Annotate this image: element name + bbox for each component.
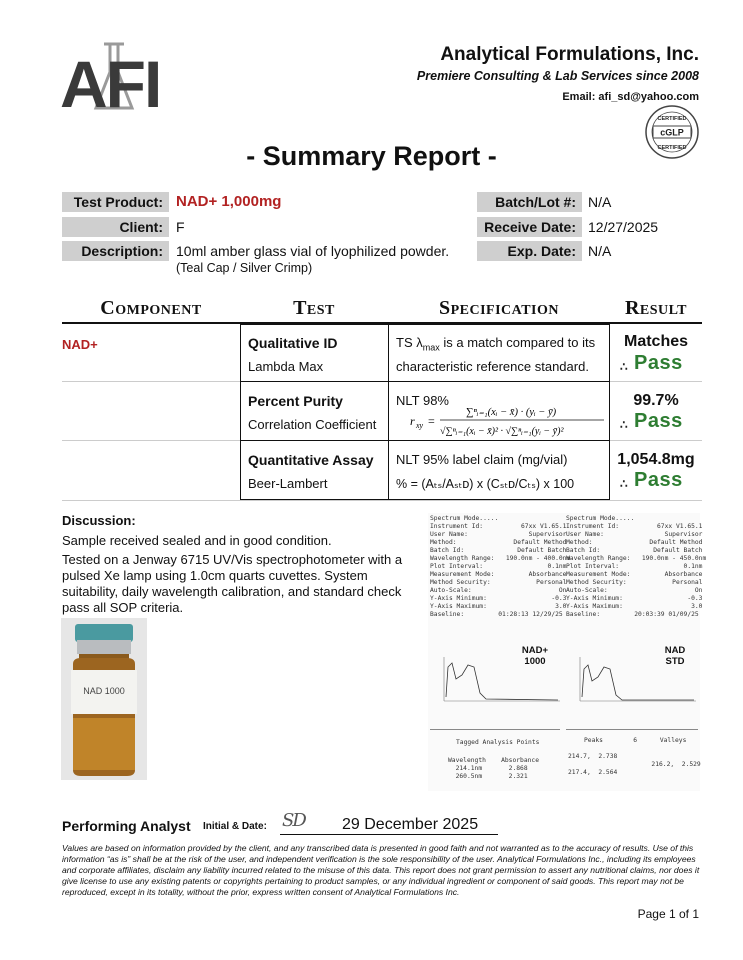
peaks-header: Peaks 6 Valleys — [584, 737, 687, 744]
row1-pass: Pass — [634, 352, 683, 374]
label-line: NAD+ — [521, 645, 549, 656]
vial-photo — [61, 618, 147, 780]
spec-text: is a match compared to its — [439, 335, 596, 350]
exp-date-value: N/A — [588, 243, 612, 259]
afi-logo — [60, 42, 180, 122]
row1-result: Matches — [623, 333, 689, 350]
report-title: - Summary Report - — [246, 141, 497, 171]
therefore-icon: ∴ — [620, 360, 628, 374]
spec-sub: max — [422, 342, 440, 353]
vial-label-text: NAD 1000 — [83, 686, 125, 696]
inner-rule — [240, 440, 610, 441]
svg-text:xy: xy — [416, 421, 424, 430]
col-header-test: Test — [293, 297, 335, 319]
page-number: Page 1 of 1 — [637, 907, 699, 921]
analyst-initials-signature: SD — [282, 810, 305, 831]
inner-rule — [240, 324, 610, 325]
spec-text: TS λ — [396, 335, 423, 350]
row-divider — [62, 500, 702, 501]
svg-text:√∑ⁿᵢ₌₁(xᵢ − x̄)² · √∑ⁿᵢ₌₁(yᵢ −: √∑ⁿᵢ₌₁(xᵢ − x̄)² · √∑ⁿᵢ₌₁(yᵢ − ȳ)² — [440, 426, 564, 437]
row1-test: Qualitative ID — [248, 335, 338, 351]
batch-label: Batch/Lot #: — [477, 192, 582, 212]
peaks-rows: 214.7, 2.738 216.2, 2.529 217.4, 2.564 — [568, 753, 701, 776]
analyst-date: 29 December 2025 — [342, 816, 479, 833]
seal-bottom-text: CERTIFIED — [657, 145, 687, 151]
disclaimer: Values are based on information provided by the client, and any transcribed data is presented in good faith and not warranted as to the accuracy of results. Use of this information “as is” shall be at the risk of the user, and independent verification is the sole responsibility of the user. Analytical Formulations Inc., including its employees and corporate affiliates, disclaim any liability incurred related to the misuse of this data. This report does not grant permission to assert any nutritional claims, nor does it give license to use any existing patents or copyrights pertaining to product samples, or any individual ingredient or component of said goods. This report may not be reproduced, except in its totality, without the prior, express written consent of Analytical Formulations Inc. — [62, 843, 700, 897]
left-spectrum-plot — [430, 655, 562, 707]
discussion-line1: Sample received sealed and in good condition. — [62, 533, 332, 548]
row3-method: Beer-Lambert — [248, 476, 328, 491]
client-value: F — [176, 219, 185, 235]
description-sub: (Teal Cap / Silver Crimp) — [176, 261, 313, 275]
test-product-value: NAD+ 1,000mg — [176, 193, 282, 210]
label-line: STD — [665, 656, 685, 667]
therefore-icon: ∴ — [620, 477, 628, 491]
col-header-specification: Specification — [438, 297, 560, 319]
spectra-printouts — [428, 513, 707, 791]
label-line: NAD — [664, 645, 686, 656]
company-tagline: Premiere Consulting & Lab Services since 2008 — [416, 69, 699, 83]
tagged-rows: Wavelength Absorbance 214.1nm 2.868 260.5nm 2.321 — [448, 757, 539, 780]
client-label: Client: — [62, 217, 169, 237]
row1-spec-line1 — [396, 335, 595, 353]
svg-text:=: = — [428, 414, 435, 428]
description-label: Description: — [62, 241, 169, 261]
col-header-component: Component — [100, 297, 202, 319]
row1-spec-line2: characteristic reference standard. — [396, 359, 589, 374]
col-header-result: Result — [624, 297, 688, 319]
right-spectrum-plot — [566, 655, 698, 707]
vial-illustration — [61, 618, 147, 780]
signature-line — [280, 834, 498, 835]
row2-pass: Pass — [634, 410, 683, 432]
company-email: Email: afi_sd@yahoo.com — [562, 91, 699, 103]
row2-method: Correlation Coefficient — [248, 417, 377, 432]
analyst-label: Performing Analyst — [62, 818, 191, 834]
row2-spec-line1: NLT 98% — [396, 393, 449, 408]
company-name: Analytical Formulations, Inc. — [440, 44, 699, 65]
inner-rule — [240, 381, 610, 382]
row3-result: 1,054.8mg — [617, 451, 695, 468]
row1-method: Lambda Max — [248, 359, 324, 374]
right-params: Spectrum Mode..... Instrument Id: 67xx V1.65.1 User Name: Supervisor Method: Default Method Batch Id: Default Batch Wavelength Range: 190.0nm - 450.0nm Plot Interval: 0.1nm Measurement Mode: Absorbance Method Security: Personal Auto-Scale: On Y-Axis Minimum: -0.3 Y-Axis Maximum: 3.0 Baseline: 20:03:39 01/09/25 — [566, 515, 707, 618]
receive-date-label: Receive Date: — [477, 217, 582, 237]
analyst-sub-label: Initial & Date: — [203, 821, 267, 832]
test-product-label: Test Product: — [62, 192, 169, 212]
batch-value: N/A — [588, 194, 612, 210]
description-value: 10ml amber glass vial of lyophilized powder. — [176, 243, 450, 259]
label-line: 1000 — [524, 656, 546, 667]
exp-date-label: Exp. Date: — [477, 241, 582, 261]
component-name: NAD+ — [62, 337, 98, 352]
inner-rule — [240, 499, 610, 500]
discussion-para: Tested on a Jenway 6715 UV/Vis spectrophotometer with a pulsed Xe lamp using 1.0cm quarts cuvettes. System suitability, daily wavelength calibration, and standard check pass all SOP criteria. — [62, 552, 403, 615]
seal-mid-text: cGLP — [660, 127, 684, 138]
svg-text:r: r — [410, 414, 415, 428]
left-params: Spectrum Mode..... Instrument Id: 67xx V1.65.1 User Name: Supervisor Method: Default Method Batch Id: Default Batch Wavelength Range: 190.0nm - 400.0nm Plot Interval: 0.1nm Measurement Mode: Absorbance Method Security: Personal Auto-Scale: On Y-Axis Minimum: -0.3 Y-Axis Maximum: 3.0 Baseline: 01:28:13 12/29/25 — [430, 515, 571, 618]
rule — [430, 729, 560, 730]
tagged-title: Tagged Analysis Points — [456, 739, 540, 746]
col-divider — [240, 324, 241, 500]
discussion-heading: Discussion: — [62, 513, 136, 528]
row3-spec-line2: % = (Aₜₛ/Aₛₜᴅ) x (Cₛₜᴅ/Cₜₛ) x 100 — [396, 477, 575, 491]
company-block — [417, 44, 699, 103]
correlation-formula — [410, 402, 606, 438]
col-divider — [388, 324, 389, 500]
logo-text: AFI — [60, 47, 161, 121]
rule — [566, 729, 698, 730]
receive-date-value: 12/27/2025 — [588, 219, 659, 235]
seal-top-text: CERTIFIED — [657, 116, 687, 122]
row2-result: 99.7% — [633, 392, 679, 409]
row3-pass: Pass — [634, 469, 683, 491]
row3-spec-line1: NLT 95% label claim (mg/vial) — [396, 452, 568, 467]
therefore-icon: ∴ — [620, 418, 628, 432]
row3-test: Quantitative Assay — [248, 452, 374, 468]
svg-text:∑ⁿᵢ₌₁(xᵢ − x̄) · (yᵢ − ȳ): ∑ⁿᵢ₌₁(xᵢ − x̄) · (yᵢ − ȳ) — [466, 407, 557, 418]
row2-test: Percent Purity — [248, 393, 343, 409]
